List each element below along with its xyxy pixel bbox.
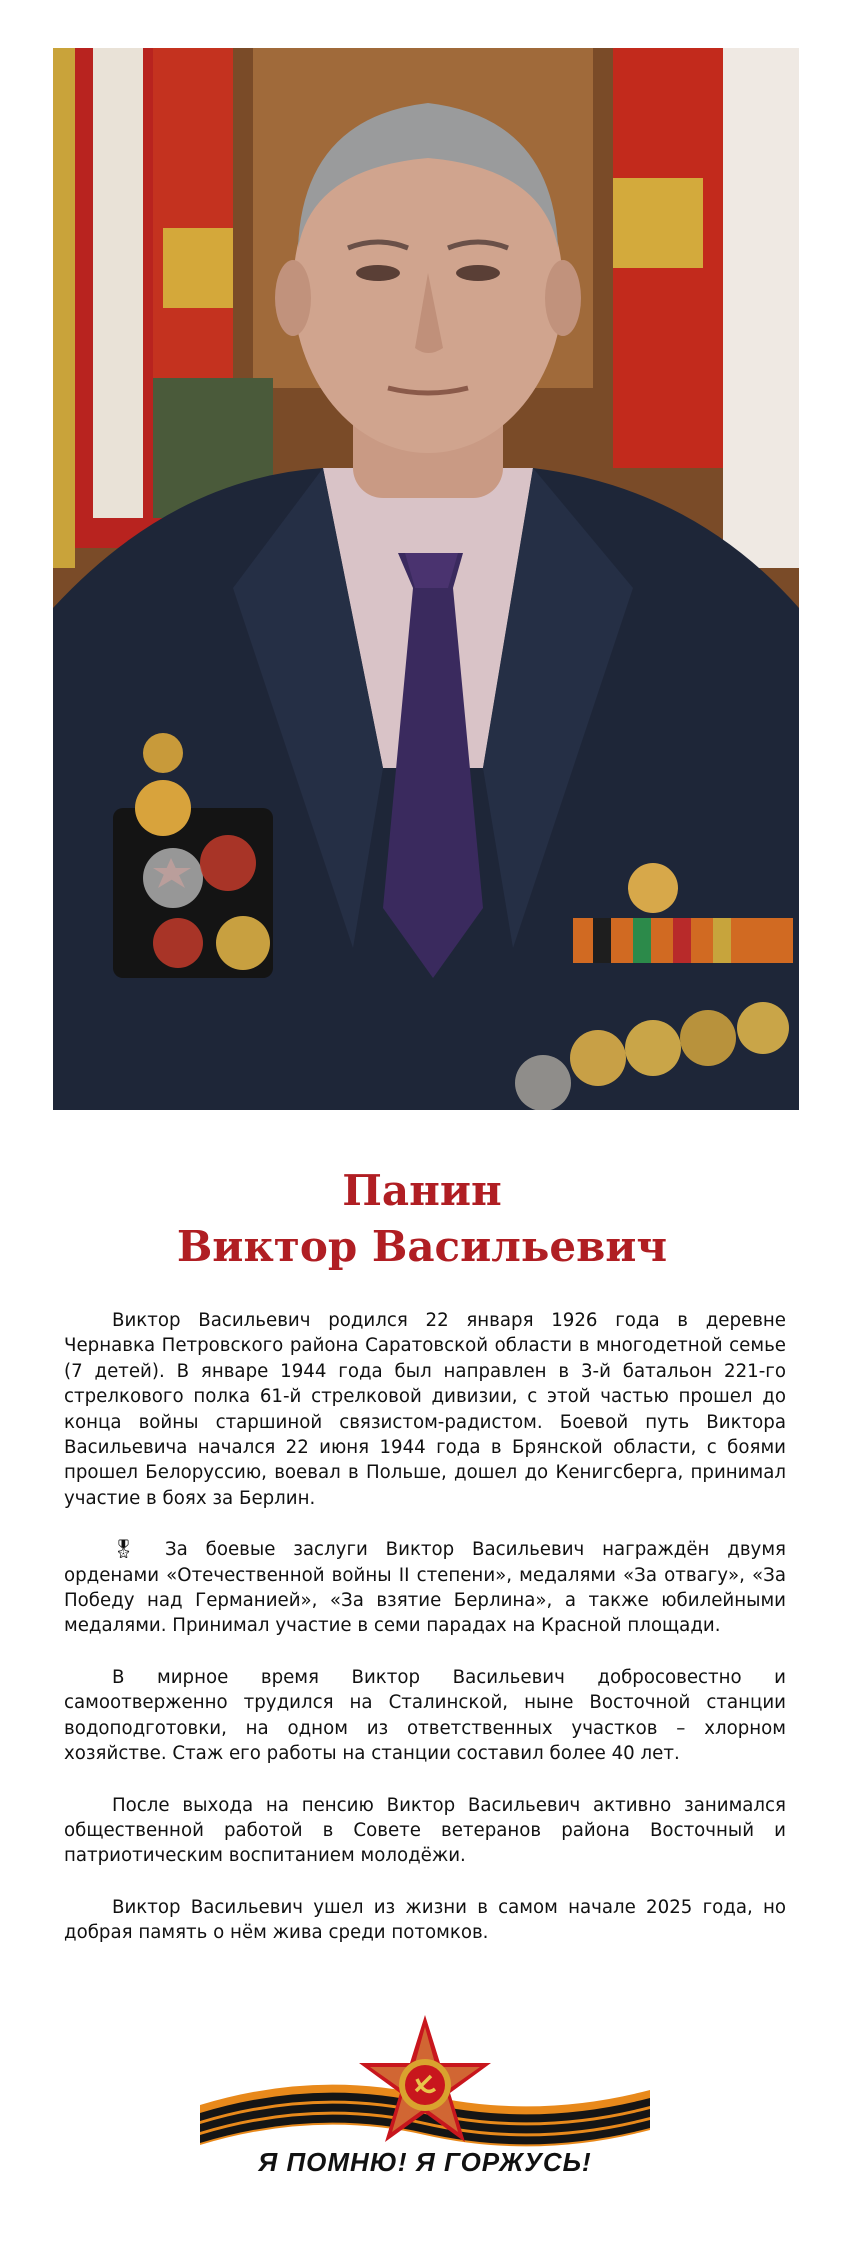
biography-paragraph: Виктор Васильевич родился 22 января 1926 года в деревне Чернавка Петровского района Саратовской области в многодетной семье (7 детей). В январе 1944 года был направлен в 3-й батальон 221-го стрелкового полка 61-й стрелковой дивизии, с этой частью прошел до конца войны старшиной связистом-радистом. Боевой путь Виктора Васильевича начался 22 июня 1944 года в Брянской области, с боями прошел Белоруссию, воевал в Польше, дошел до Кенигсберга, принимал участие в боях за Берлин.	[64, 1310, 786, 1509]
veteran-name	[0, 1163, 844, 1275]
veteran-surname: Панин	[342, 1166, 502, 1215]
slogan-text: Я ПОМНЮ! Я ГОРЖУСЬ!	[258, 2147, 592, 2177]
biography-paragraph: После выхода на пенсию Виктор Васильевич активно занимался общественной работой в Совете ветеранов района Восточный и патриотическим воспитанием молодёжи.	[64, 1794, 786, 1867]
biography-paragraph: В мирное время Виктор Васильевич добросовестно и самоотверженно трудился на Сталинской, ныне Восточной станции водоподготовки, на одном из ответственных участков – хлорном хозяйстве. Стаж его работы на станции составил более 40 лет.	[64, 1666, 786, 1765]
biography-paragraph: 🎖 За боевые заслуги Виктор Васильевич награждён двумя орденами «Отечественной войны II степени», медалями «За отвагу», «За Победу над Германией», «За взятие Берлина», а также юбилейными медалями. Принимал участие в семи парадах на Красной площади.	[64, 1539, 786, 1637]
veteran-given-names: Виктор Васильевич	[176, 1222, 668, 1271]
veteran-portrait-photo	[53, 48, 799, 1110]
biography-text	[64, 1308, 786, 1972]
biography-paragraph: Виктор Васильевич ушел из жизни в самом начале 2025 года, но добрая память о нём жива среди потомков.	[64, 1896, 786, 1944]
